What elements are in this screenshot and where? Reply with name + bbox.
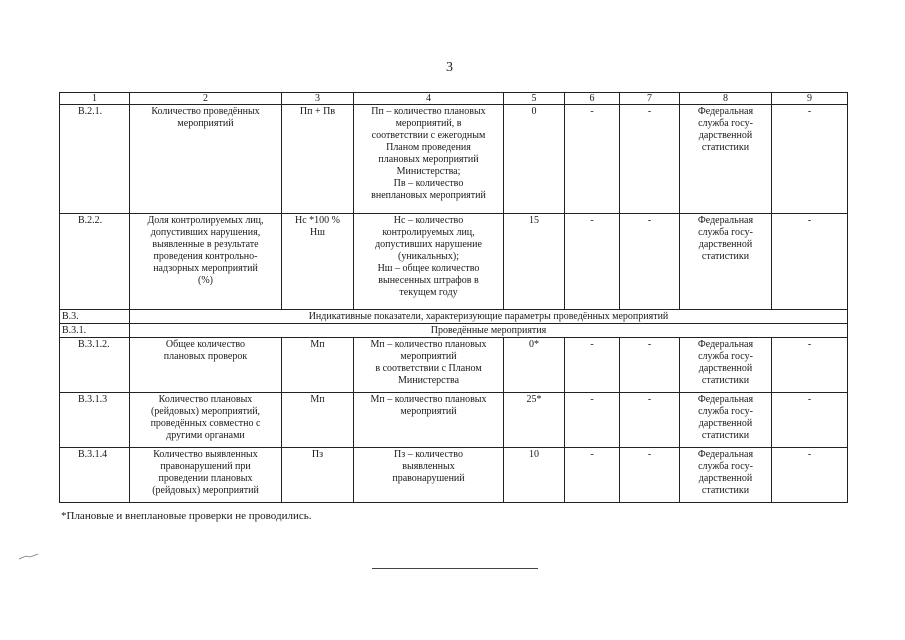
section-code: В.3.	[60, 310, 130, 324]
indicator-code: В.3.1.3	[60, 393, 130, 448]
indicator-col6: -	[565, 338, 620, 393]
indicator-value: 10	[504, 448, 565, 503]
indicator-code: В.2.2.	[60, 214, 130, 310]
indicator-formula: Нс *100 % Нш	[282, 214, 354, 310]
indicators-table	[59, 92, 848, 503]
scan-mark-icon	[18, 553, 40, 561]
indicator-source: Федеральная служба госу- дарственной статистики	[680, 393, 772, 448]
indicator-col9: -	[772, 448, 848, 503]
section-title: Индикативные показатели, характеризующие параметры проведённых мероприятий	[130, 310, 848, 324]
header-cell: 8	[680, 93, 772, 105]
indicator-formula: Мп	[282, 393, 354, 448]
indicator-description: Пп – количество плановых мероприятий, в соответствии с ежегодным Планом проведения плановых мероприятий Министерства; Пв – количество внеплановых мероприятий	[354, 105, 504, 214]
table-row	[60, 105, 848, 214]
footnote: *Плановые и внеплановые проверки не проводились.	[61, 510, 312, 522]
indicator-col6: -	[565, 448, 620, 503]
indicator-source: Федеральная служба госу- дарственной статистики	[680, 105, 772, 214]
indicator-name: Количество плановых (рейдовых) мероприятий, проведённых совместно с другими органами	[130, 393, 282, 448]
header-cell: 7	[620, 93, 680, 105]
indicator-value: 25*	[504, 393, 565, 448]
indicator-name: Количество проведённых мероприятий	[130, 105, 282, 214]
indicator-value: 15	[504, 214, 565, 310]
header-cell: 5	[504, 93, 565, 105]
subsection-row	[60, 324, 848, 338]
header-cell: 4	[354, 93, 504, 105]
indicator-formula: Мп	[282, 338, 354, 393]
header-cell: 3	[282, 93, 354, 105]
indicator-name: Количество выявленных правонарушений при проведении плановых (рейдовых) мероприятий	[130, 448, 282, 503]
indicator-col7: -	[620, 393, 680, 448]
indicator-col9: -	[772, 105, 848, 214]
header-row	[60, 93, 848, 105]
indicator-formula: Пз	[282, 448, 354, 503]
indicator-source: Федеральная служба госу- дарственной статистики	[680, 448, 772, 503]
table-row	[60, 393, 848, 448]
indicator-description: Пз – количество выявленных правонарушений	[354, 448, 504, 503]
indicator-value: 0*	[504, 338, 565, 393]
indicator-col6: -	[565, 393, 620, 448]
page-number: 3	[446, 60, 453, 75]
indicator-formula: Пп + Пв	[282, 105, 354, 214]
header-cell: 6	[565, 93, 620, 105]
indicator-col6: -	[565, 105, 620, 214]
header-cell: 2	[130, 93, 282, 105]
indicator-code: В.2.1.	[60, 105, 130, 214]
indicator-col9: -	[772, 393, 848, 448]
indicator-source: Федеральная служба госу- дарственной статистики	[680, 214, 772, 310]
indicator-description: Мп – количество плановых мероприятий	[354, 393, 504, 448]
indicator-col7: -	[620, 338, 680, 393]
indicator-source: Федеральная служба госу- дарственной статистики	[680, 338, 772, 393]
indicator-col9: -	[772, 338, 848, 393]
indicator-name: Общее количество плановых проверок	[130, 338, 282, 393]
table-row	[60, 214, 848, 310]
indicator-description: Нс – количество контролируемых лиц, допустивших нарушение (уникальных); Нш – общее количество вынесенных штрафов в текущем году	[354, 214, 504, 310]
subsection-code: В.3.1.	[60, 324, 130, 338]
indicator-name: Доля контролируемых лиц, допустивших нарушения, выявленные в результате проведения контрольно- надзорных мероприятий (%)	[130, 214, 282, 310]
indicator-col6: -	[565, 214, 620, 310]
section-row	[60, 310, 848, 324]
subsection-title: Проведённые мероприятия	[130, 324, 848, 338]
table-row	[60, 338, 848, 393]
header-cell: 1	[60, 93, 130, 105]
header-cell: 9	[772, 93, 848, 105]
indicator-col7: -	[620, 448, 680, 503]
indicator-col7: -	[620, 214, 680, 310]
signature-line	[372, 568, 538, 569]
indicator-value: 0	[504, 105, 565, 214]
indicator-description: Мп – количество плановых мероприятий в соответствии с Планом Министерства	[354, 338, 504, 393]
indicator-col9: -	[772, 214, 848, 310]
indicator-code: В.3.1.2.	[60, 338, 130, 393]
table-row	[60, 448, 848, 503]
indicator-col7: -	[620, 105, 680, 214]
indicator-code: В.3.1.4	[60, 448, 130, 503]
